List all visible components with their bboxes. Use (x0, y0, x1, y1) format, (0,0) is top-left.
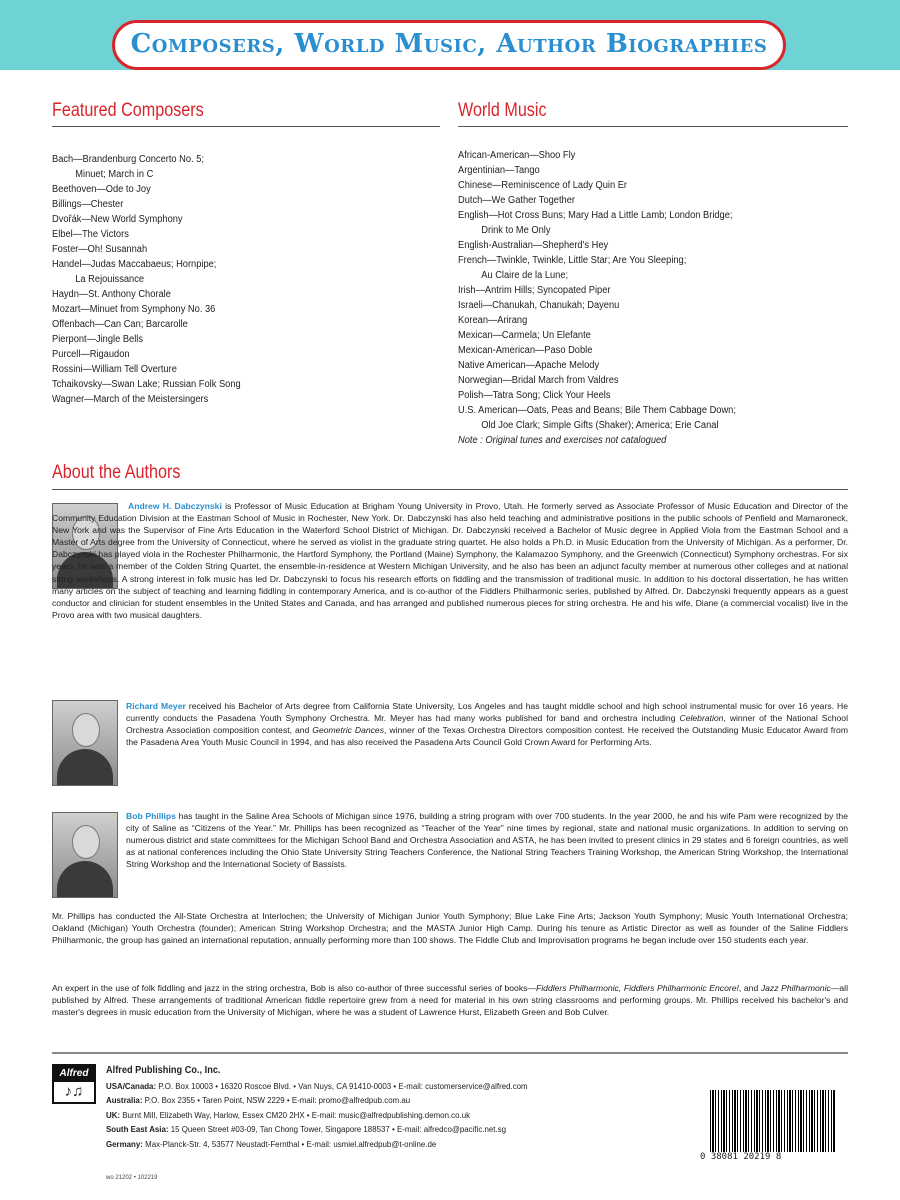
list-item: Mozart—Minuet from Symphony No. 36 (52, 304, 216, 315)
logo-symbol: ♪♫ (64, 1083, 84, 1100)
list-item: Argentinian—Tango (458, 165, 540, 176)
bio-text: , winner of the Texas Orchestra Directors composition contest. He received the Outstanding Music Educator Award from the Pasadena Area Youth Music Council in 1994, and has also received the Pasadena Arts Council Gold Crown Award for Performing Arts. (126, 725, 848, 748)
list-item: African-American—Shoo Fly (458, 150, 576, 161)
bio-text: , winner of the National School Orchestra Association composition contest, and (126, 713, 849, 736)
bio-text: —all published by Alfred. These arrangements of traditional American fiddle repertoire grew from a need for material in his own string classrooms and performing groups. Mr. Phillips received his bachelor's and master's degrees in music education from the University of Michigan, where he was a student of Lawrence Hurst, Elizabeth Green and Bob Culver. (52, 983, 848, 1018)
footer-rule (52, 1052, 848, 1054)
world-music-heading: World Music (458, 100, 547, 121)
page-title: Composers, World Music, Author Biographies (130, 29, 768, 59)
authors-rule (52, 489, 848, 490)
list-item: Foster—Oh! Susannah (52, 244, 148, 255)
list-item: Bach—Brandenburg Concerto No. 5; (52, 154, 204, 165)
world-music-list (458, 148, 757, 448)
bio-phillips-para2: Mr. Phillips has conducted the All-State Orchestra at Interlochen; the University of Michigan Junior Youth Symphony; Blue Lake Fine Arts; Jackson Youth Symphony; Music Youth International Orchestra; Oakland (Michigan) Youth Orchestra (founder); American String Workshop Orchestra; and the MASTA Junior High Camp. During his tenure as Artistic Director as well as founder of the Saline Fiddlers Philharmonic, the group has gained an international reputation, annually performing more than 100 shows. The Fiddle Club and Improvisation programs he began include over 150 students each year. (52, 911, 848, 946)
page-title-banner (112, 20, 786, 70)
publisher-line: Germany: Max-Planck-Str. 4, 53577 Neustadt-Fernthal • E-mail: usmiel.alfredpub@t-online.de (106, 1138, 437, 1149)
author-name-phillips: Bob Phillips (126, 811, 176, 821)
series-title: Fiddlers Philharmonic, Fiddlers Philharmonic Encore! (536, 983, 739, 993)
list-item: Mexican-American—Paso Doble (458, 345, 593, 356)
list-item: Norwegian—Bridal March from Valdres (458, 375, 619, 386)
publisher-line: South East Asia: 15 Queen Street #03-09, Tan Chong Tower, Singapore 188537 • E-mail: alfredco@pacific.net.sg (106, 1124, 507, 1134)
list-item: Elbel—The Victors (52, 229, 129, 240)
list-item: Billings—Chester (52, 199, 124, 210)
catalog-number: wo 21202 • 102219 (106, 1175, 158, 1181)
author-photo-phillips (52, 812, 118, 898)
logo-text: Alfred (54, 1066, 94, 1082)
list-item: Tchaikovsky—Swan Lake; Russian Folk Song (52, 379, 241, 390)
list-item: Wagner—March of the Meistersingers (52, 394, 209, 405)
work-title: Celebration (679, 713, 724, 724)
list-item: Polish—Tatra Song; Click Your Heels (458, 390, 611, 401)
composers-list (52, 152, 255, 407)
list-item: Minuet; March in C (75, 169, 154, 180)
author-photo-meyer (52, 700, 118, 786)
bio-text: received his Bachelor of Arts degree from California State University, Los Angeles and has taught middle school and high school instrumental music for over 16 years. He currently conducts the Pasadena Youth Symphony Orchestra. Mr. Meyer has had many works published for band and orchestra including (126, 701, 848, 724)
composers-rule (52, 126, 440, 127)
list-item: Drink to Me Only (481, 225, 551, 236)
bio-phillips-para3 (52, 982, 848, 1018)
list-item: Purcell—Rigaudon (52, 349, 130, 360)
barcode (700, 1090, 846, 1164)
list-item: U.S. American—Oats, Peas and Beans; Bile Them Cabbage Down; (458, 405, 736, 416)
publisher-name: Alfred Publishing Co., Inc. (106, 1065, 221, 1076)
author-name-dabczynski: Andrew H. Dabczynski (128, 501, 222, 511)
list-item: Korean—Arirang (458, 315, 528, 326)
list-item: Au Claire de la Lune; (481, 270, 569, 281)
publisher-info (106, 1064, 564, 1151)
list-item: Beethoven—Ode to Joy (52, 184, 151, 195)
list-item: Dvořák—New World Symphony (52, 214, 183, 225)
list-item: Native American—Apache Melody (458, 360, 600, 371)
list-item: French—Twinkle, Twinkle, Little Star; Are You Sleeping; (458, 255, 687, 266)
list-item: Israeli—Chanukah, Chanukah; Dayenu (458, 300, 620, 311)
list-item: Irish—Antrim Hills; Syncopated Piper (458, 285, 611, 296)
list-item: Dutch—We Gather Together (458, 195, 576, 206)
bio-meyer (126, 700, 848, 748)
list-item: English-Australian—Shepherd's Hey (458, 240, 609, 251)
list-item: English—Hot Cross Buns; Mary Had a Little Lamb; London Bridge; (458, 210, 733, 221)
list-item: Haydn—St. Anthony Chorale (52, 289, 171, 300)
barcode-bars (710, 1090, 836, 1152)
author-name-meyer: Richard Meyer (126, 701, 186, 711)
list-item: Pierpont—Jingle Bells (52, 334, 143, 345)
barcode-digits: 0 38081 20219 8 (700, 1152, 782, 1162)
publisher-line: Australia: P.O. Box 2355 • Taren Point, NSW 2229 • E-mail: promo@alfredpub.com.au (106, 1095, 411, 1105)
publisher-line: USA/Canada: P.O. Box 10003 • 16320 Roscoe Blvd. • Van Nuys, CA 91410-0003 • E-mail: customerservice@alfred.com (106, 1080, 528, 1091)
bio-phillips (126, 810, 848, 870)
world-music-note: Note : Original tunes and exercises not catalogued (458, 435, 667, 446)
list-item: Mexican—Carmela; Un Elefante (458, 330, 591, 341)
bio-text: , and (738, 983, 761, 993)
bio-dabczynski (52, 500, 848, 621)
composers-heading: Featured Composers (52, 100, 204, 121)
series-title: Jazz Philharmonic (760, 983, 831, 993)
bio-text: has taught in the Saline Area Schools of Michigan since 1976, building a string program with over 700 students. In the year 2000, he and his wife Pam were recognized by the city of Saline as “Citizens of the Year.” Mr. Phillips has been recognized as “Teacher of the Year” nine times by regional, state and national music organizations. In addition to serving on numerous district and state committees for the Michigan School Band and Orchestra Association and ASTA, he has been invited to present clinics in 29 states and 6 foreign countries, as well as at national conferences including the Ohio State University String Teachers Conference, the National String Teachers Training Workshop, the American String Workshop, the International String Workshop and the International Society of Bassists. (126, 811, 848, 870)
bio-text: is Professor of Music Education at Brigham Young University in Provo, Utah. He formerly served as Associate Professor of Music Education and Director of the Community Education Division at the Eastman School of Music in Rochester, New York. Dr. Dabczynski has also held teaching and administrative positions in the public schools of Penfield and Mamaroneck, New York and was the Supervisor of Fine Arts Education in the Waterford School District of Michigan. Dr. Dabczynski received a Bachelor of Music degree in Applied Viola from the Eastman School and a Master of Arts degree from the University of Connecticut, where he served as violist in the graduate string quartet. He also holds a Ph.D. in Music Education from the University of Michigan. As a performer, Dr. Dabczynski has played viola in the Rochester Philharmonic, the Hartford Symphony, the Portland (Maine) Symphony, the Kalamazoo Symphony, and the Greenwich (Connecticut) Symphony orchestras. For six years, he was a member of the Colden String Quartet, the ensemble-in-residence at Western Michigan University, and he also has been an adjunct faculty member at numerous other colleges and at national string workshops. A strong interest in folk music has led Dr. Dabczynski to focus his research efforts on fiddling and the transmission of traditional music. In addition to his doctoral dissertation, he has written many articles on the subject of teaching and learning fiddling in contemporary America, and is co-author of the Fiddlers Philharmonic series, published by Alfred. Dr. Dabczynski frequently appears as a guest conductor and clinician for student ensembles in the United States and Canada, and has arranged and published numerous pieces for string orchestra. He and his wife, Diane (a commercial vocalist) live in the Provo area with two musical daughters. (52, 501, 849, 620)
list-item: Old Joe Clark; Simple Gifts (Shaker); America; Erie Canal (481, 420, 719, 431)
list-item: Rossini—William Tell Overture (52, 364, 177, 375)
publisher-line: UK: Burnt Mill, Elizabeth Way, Harlow, Essex CM20 2HX • E-mail: music@alfredpublishing.demon.co.uk (106, 1109, 471, 1120)
world-music-rule (458, 126, 848, 127)
bio-text: An expert in the use of folk fiddling and jazz in the string orchestra, Bob is also co-author of three successful series of books— (52, 983, 537, 993)
list-item: Offenbach—Can Can; Barcarolle (52, 319, 188, 330)
list-item: La Rejouissance (75, 274, 145, 285)
list-item: Handel—Judas Maccabaeus; Hornpipe; (52, 259, 217, 270)
alfred-logo (52, 1064, 96, 1104)
work-title: Geometric Dances (312, 725, 385, 736)
authors-heading: About the Authors (52, 462, 181, 483)
list-item: Chinese—Reminiscence of Lady Quin Er (458, 180, 628, 191)
